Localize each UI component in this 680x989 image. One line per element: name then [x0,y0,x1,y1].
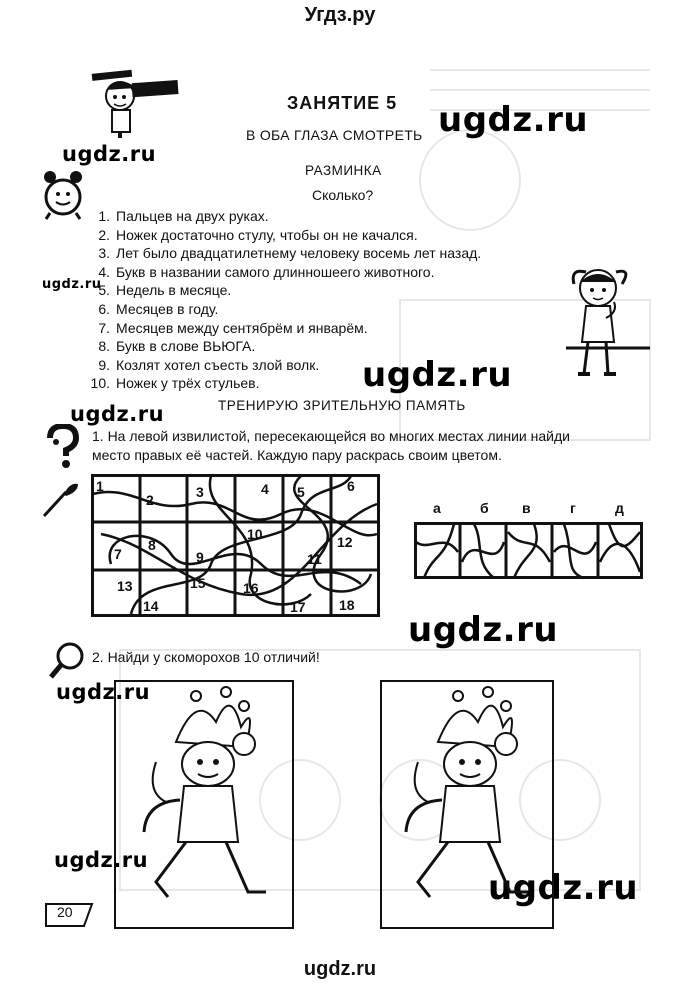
question-number: 3. [98,245,110,262]
grid-number: 1 [96,478,104,494]
site-footer: ugdz.ru [303,958,377,980]
watermark: ugdz.ru [408,610,559,650]
page-number: 20 [57,904,73,920]
watermark: ugdz.ru [362,355,513,395]
jester-icon [116,682,292,927]
grid-number: 9 [196,549,204,565]
lesson-subtitle: В ОБА ГЛАЗА СМОТРЕТЬ [246,127,423,143]
watermark: ugdz.ru [438,100,589,140]
grid-number: 15 [190,575,206,591]
question-text: Ножек у трёх стульев. [116,375,260,392]
list-item [88,300,481,319]
piece-label: д [615,500,624,516]
list-item [88,263,481,282]
warmup-heading: РАЗМИНКА [305,163,382,178]
question-text: Букв в слове ВЬЮГА. [116,338,256,355]
grid-number: 12 [337,534,353,550]
task2-text: 2. Найди у скоморохов 10 отличий! [92,649,320,665]
question-number: 10. [90,375,110,392]
piece-strip [414,522,644,580]
grid-number: 14 [143,598,159,614]
grid-number: 5 [297,484,305,500]
grid-number: 6 [347,478,355,494]
grid-number: 18 [339,597,355,613]
jester-panel-right [380,680,554,929]
question-text: Недель в месяце. [116,282,232,299]
list-item [88,244,481,263]
site-header: Угдз.ру [304,4,376,26]
grid-number: 7 [114,546,122,562]
watermark: ugdz.ru [56,680,151,704]
jester-icon [382,682,552,927]
question-number: 2. [98,226,110,243]
piece-label: б [480,500,489,516]
grid-number: 3 [196,484,204,500]
grid-number: 2 [146,492,154,508]
watermark: ugdz.ru [62,142,157,166]
piece-label: г [570,500,576,516]
question-number: 8. [98,338,110,355]
question-text: Козлят хотел съесть злой волк. [116,356,320,373]
list-item [88,281,481,300]
grid-number: 13 [117,578,133,594]
grid-number: 16 [243,580,259,596]
question-number: 4. [98,263,110,280]
piece-label: в [522,500,531,516]
task1-line1: 1. На левой извилистой, пересекающейся во многих местах линии найди [92,428,570,444]
question-mark-icon [42,424,84,470]
memory-heading: ТРЕНИРУЮ ЗРИТЕЛЬНУЮ ПАМЯТЬ [218,398,466,413]
grid-number: 11 [307,551,322,567]
telescope-girl-icon [90,66,182,138]
question-text: Ножек достаточно стулу, чтобы он не качался. [116,226,418,243]
question-number: 5. [98,282,110,299]
question-text: Месяцев между сентябрём и январём. [116,319,368,336]
lesson-title: ЗАНЯТИЕ 5 [287,93,398,113]
list-item [88,356,481,375]
question-number: 7. [98,319,110,336]
alarm-clock-icon [40,168,86,220]
list-item [88,319,481,338]
warmup-subheading: Сколько? [312,187,374,203]
piece-label: а [433,500,441,516]
question-number: 9. [98,356,110,373]
watermark: ugdz.ru [488,868,639,908]
task1-line2: место правых её частей. Каждую пару раскрась своим цветом. [92,447,502,463]
watermark: ugdz.ru [54,848,149,872]
question-text: Букв в названии самого длинношеего животного. [116,263,435,280]
question-number: 6. [98,300,110,317]
grid-number: 17 [290,599,306,615]
grid-number: 4 [261,481,269,497]
question-list [88,207,481,393]
magnifier-icon [48,640,86,680]
question-text: Месяцев в году. [116,300,219,317]
list-item [88,207,481,226]
list-item [88,226,481,245]
list-item [88,374,481,393]
grid-number: 8 [148,537,156,553]
watermark: ugdz.ru [70,402,165,426]
question-text: Лет было двадцатилетнему человеку восемь лет назад. [116,245,482,262]
question-number: 1. [98,208,110,224]
paintbrush-icon [40,480,80,520]
question-text: Пальцев на двух руках. [116,208,269,224]
grid-number: 10 [247,526,263,542]
watermark: ugdz.ru [42,277,102,292]
jester-panel-left [114,680,294,929]
girl-sitting-icon [566,262,650,382]
list-item [88,337,481,356]
